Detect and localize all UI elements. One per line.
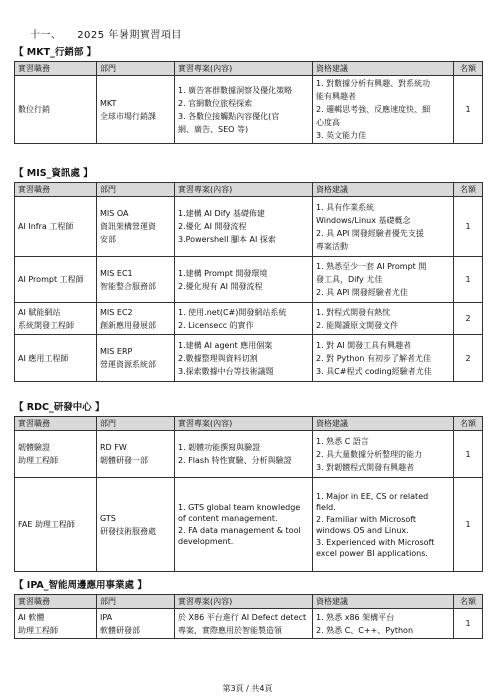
- cell-line: 2.數據整理與資料切割: [178, 353, 258, 363]
- table-row: [15, 76, 483, 144]
- cell-line: 2. Familiar with Microsoft windows OS and Linux.: [316, 514, 417, 535]
- cell-line: 1. 對 AI 開發工具有興趣者: [316, 340, 412, 350]
- cell-line: 1. 使用.net(C#)開發網站系統: [178, 307, 287, 317]
- header-department: 部門: [97, 417, 175, 431]
- header-project: 實習專案(內容): [175, 183, 313, 197]
- section-rdc: [14, 401, 482, 572]
- cell-line: 1. 熟悉 C 語言: [316, 436, 369, 446]
- cell-line: 韌體驗證: [18, 443, 50, 452]
- cell-line: 全球市場行銷課: [100, 111, 156, 121]
- header-row: [15, 183, 483, 197]
- table-row: [15, 431, 483, 478]
- requirements-cell: [313, 303, 454, 335]
- count-cell: 1: [454, 197, 483, 257]
- project-cell: [175, 257, 313, 303]
- internship-table: [14, 182, 483, 382]
- header-department: 部門: [97, 595, 175, 609]
- cell-line: 1. 具有作業系統: [316, 202, 375, 212]
- section-title: 【 MIS_資訊處 】: [14, 168, 93, 179]
- header-requirements: 資格建議: [313, 595, 454, 609]
- header-position: 實習職務: [15, 595, 97, 609]
- section-number: 十一、: [30, 30, 62, 41]
- cell-line: 於 X86 平台進行 AI Defect detect: [178, 612, 307, 622]
- table-row: [15, 257, 483, 303]
- requirements-cell: [313, 609, 454, 639]
- cell-line: 專案活動: [316, 241, 348, 251]
- cell-line: 3. 具C#程式 coding經驗者尤佳: [316, 366, 432, 376]
- cell-line: FAE 助理工程師: [18, 520, 75, 529]
- cell-line: 2.優化現有 AI 開發流程: [178, 281, 263, 291]
- count-cell: 1: [454, 76, 483, 144]
- cell-line: 1.建構 AI Dify 基礎佈建: [178, 209, 265, 218]
- header-count: 名額: [454, 417, 483, 431]
- cell-line: 發工具，Dify 尤佳: [316, 275, 383, 284]
- cell-line: MIS ERP: [100, 347, 133, 356]
- header-requirements: 資格建議: [313, 62, 454, 76]
- page-heading: [30, 26, 182, 41]
- cell-line: 智能整合服務部: [100, 281, 156, 291]
- cell-line: GTS: [100, 513, 116, 523]
- cell-line: 2. 熟悉 C、C++、Python: [316, 625, 414, 635]
- cell-line: 2. 邏輯思考強、反應速度快、細: [316, 105, 431, 114]
- project-cell: [175, 197, 313, 257]
- table-row: [15, 609, 483, 639]
- table-row: [15, 197, 483, 257]
- cell-line: MIS EC2: [100, 307, 133, 317]
- header-row: [15, 62, 483, 76]
- cell-line: 1. GTS global team knowledge of content management.: [178, 503, 301, 523]
- requirements-cell: [313, 76, 454, 144]
- cell-line: 3.探索數據中台等技術議題: [178, 366, 274, 376]
- cell-line: 2. 具 API 開發經驗者尤佳: [316, 288, 408, 297]
- count-cell: 2: [454, 335, 483, 382]
- cell-line: AI Prompt 工程師: [18, 275, 84, 284]
- header-position: 實習職務: [15, 62, 97, 76]
- count-cell: 1: [454, 478, 483, 572]
- department-cell: [97, 609, 175, 639]
- department-cell: [97, 431, 175, 478]
- position-cell: [15, 431, 97, 478]
- department-cell: [97, 335, 175, 382]
- cell-line: 系統開發工程師: [18, 320, 74, 330]
- header-row: [15, 595, 483, 609]
- cell-line: 1. 韌體功能撰寫與驗證: [178, 443, 261, 452]
- header-row: [15, 417, 483, 431]
- count-cell: 1: [454, 257, 483, 303]
- cell-line: 助理工程師: [18, 625, 58, 635]
- cell-line: 1.建構 AI agent 應用個案: [178, 340, 273, 350]
- cell-line: 2. 能閱讀原文開發文件: [316, 320, 399, 330]
- header-position: 實習職務: [15, 183, 97, 197]
- cell-line: AI 軟體: [18, 612, 45, 622]
- header-position: 實習職務: [15, 417, 97, 431]
- cell-line: 專案，實際應用於智能製造領: [178, 625, 282, 635]
- cell-line: RD FW: [100, 443, 127, 452]
- cell-line: 2. 對 Python 有初步了解者尤佳: [316, 353, 431, 363]
- header-project: 實習專案(內容): [175, 62, 313, 76]
- header-project: 實習專案(內容): [175, 595, 313, 609]
- cell-line: 2. 具 API 開發經驗者優先支援: [316, 228, 424, 238]
- position-cell: [15, 76, 97, 144]
- count-cell: 1: [454, 431, 483, 478]
- requirements-cell: [313, 197, 454, 257]
- count-cell: 1: [454, 609, 483, 639]
- requirements-cell: [313, 431, 454, 478]
- cell-line: 網、廣告、SEO 等): [178, 124, 249, 134]
- header-requirements: 資格建議: [313, 417, 454, 431]
- cell-line: 3.Powershell 腳本 AI 探索: [178, 235, 276, 244]
- project-cell: [175, 609, 313, 639]
- cell-line: 2. Flash 特性實驗、分析與驗證: [178, 456, 292, 465]
- internship-table: [14, 594, 483, 639]
- table-row: [15, 335, 483, 382]
- cell-line: 1. 熟悉 x86 架構平台: [316, 612, 395, 622]
- header-requirements: 資格建議: [313, 183, 454, 197]
- cell-line: 1. 對程式開發有熱忱: [316, 307, 391, 317]
- cell-line: 3. 英文能力佳: [316, 131, 367, 140]
- cell-line: 2.優化 AI 開發流程: [178, 222, 247, 231]
- cell-line: 韌體研發一部: [100, 456, 148, 465]
- position-cell: [15, 335, 97, 382]
- internship-table: [14, 416, 483, 572]
- table-row: [15, 478, 483, 572]
- cell-line: 1. 對數據分析有興趣、對系統功: [316, 79, 431, 88]
- cell-line: AI 賦能網站: [18, 307, 61, 317]
- department-cell: [97, 478, 175, 572]
- position-cell: [15, 303, 97, 335]
- department-cell: [97, 303, 175, 335]
- header-department: 部門: [97, 62, 175, 76]
- page-footer: 第3頁 / 共4頁: [222, 684, 273, 693]
- project-cell: [175, 431, 313, 478]
- cell-line: 2. 具大量數據分析整理的能力: [316, 449, 423, 459]
- cell-line: MIS OA: [100, 209, 129, 218]
- cell-line: 能有興趣者: [316, 92, 356, 101]
- section-mkt: [14, 46, 482, 144]
- count-cell: 2: [454, 303, 483, 335]
- cell-line: 1. 熟悉至少一套 AI Prompt 開: [316, 262, 427, 271]
- cell-line: 創新應用發展部: [100, 320, 156, 330]
- cell-line: 3. 對韌體程式開發有興趣者: [316, 462, 415, 472]
- cell-line: 資訊架構營運資: [100, 222, 156, 231]
- header-count: 名額: [454, 183, 483, 197]
- project-cell: [175, 76, 313, 144]
- department-cell: [97, 257, 175, 303]
- cell-line: MIS EC1: [100, 268, 133, 278]
- cell-line: 研發技術服務處: [100, 526, 156, 536]
- requirements-cell: [313, 335, 454, 382]
- cell-line: 數位行銷: [18, 105, 50, 114]
- cell-line: 2. 官網數位旅程探索: [178, 98, 253, 108]
- cell-line: 心度高: [316, 118, 340, 127]
- section-mis: [14, 167, 482, 382]
- section-title: 【 IPA_智能周邊應用事業處 】: [14, 580, 147, 591]
- position-cell: [15, 478, 97, 572]
- cell-line: AI Infra 工程師: [18, 222, 74, 231]
- section-title: 【 RDC_研發中心 】: [14, 402, 105, 413]
- project-cell: [175, 478, 313, 572]
- cell-line: 3. 各數位接觸點內容優化(官: [178, 111, 280, 121]
- header-count: 名額: [454, 595, 483, 609]
- requirements-cell: [313, 257, 454, 303]
- cell-line: 助理工程師: [18, 456, 58, 465]
- cell-line: 營運資源系統部: [100, 360, 156, 369]
- requirements-cell: [313, 478, 454, 572]
- header-project: 實習專案(內容): [175, 417, 313, 431]
- table-row: [15, 303, 483, 335]
- section-ipa: [14, 579, 482, 639]
- cell-line: 2. FA data management & tool development.: [178, 526, 301, 546]
- project-cell: [175, 303, 313, 335]
- cell-line: 1. Major in EE, CS or related field.: [316, 491, 429, 512]
- department-cell: [97, 76, 175, 144]
- position-cell: [15, 197, 97, 257]
- cell-line: MKT: [100, 98, 117, 108]
- header-count: 名額: [454, 62, 483, 76]
- cell-line: Windows/Linux 基礎概念: [316, 215, 411, 225]
- cell-line: AI 應用工程師: [18, 353, 69, 363]
- department-cell: [97, 197, 175, 257]
- header-department: 部門: [97, 183, 175, 197]
- project-cell: [175, 335, 313, 382]
- cell-line: 軟體研發部: [100, 625, 140, 635]
- cell-line: IPA: [100, 612, 113, 622]
- position-cell: [15, 257, 97, 303]
- internship-table: [14, 61, 483, 144]
- cell-line: 安部: [100, 235, 116, 244]
- section-title: 【 MKT_行銷部 】: [14, 47, 97, 58]
- cell-line: 3. Experienced with Microsoft excel power BI applications.: [316, 537, 435, 558]
- cell-line: 2. Licensecc 的實作: [178, 320, 254, 330]
- position-cell: [15, 609, 97, 639]
- cell-line: 1.建構 Prompt 開發環境: [178, 268, 268, 278]
- cell-line: 1. 廣告客群數據洞察及優化策略: [178, 85, 293, 95]
- page-title: 2025 年暑期實習項目: [77, 30, 182, 41]
